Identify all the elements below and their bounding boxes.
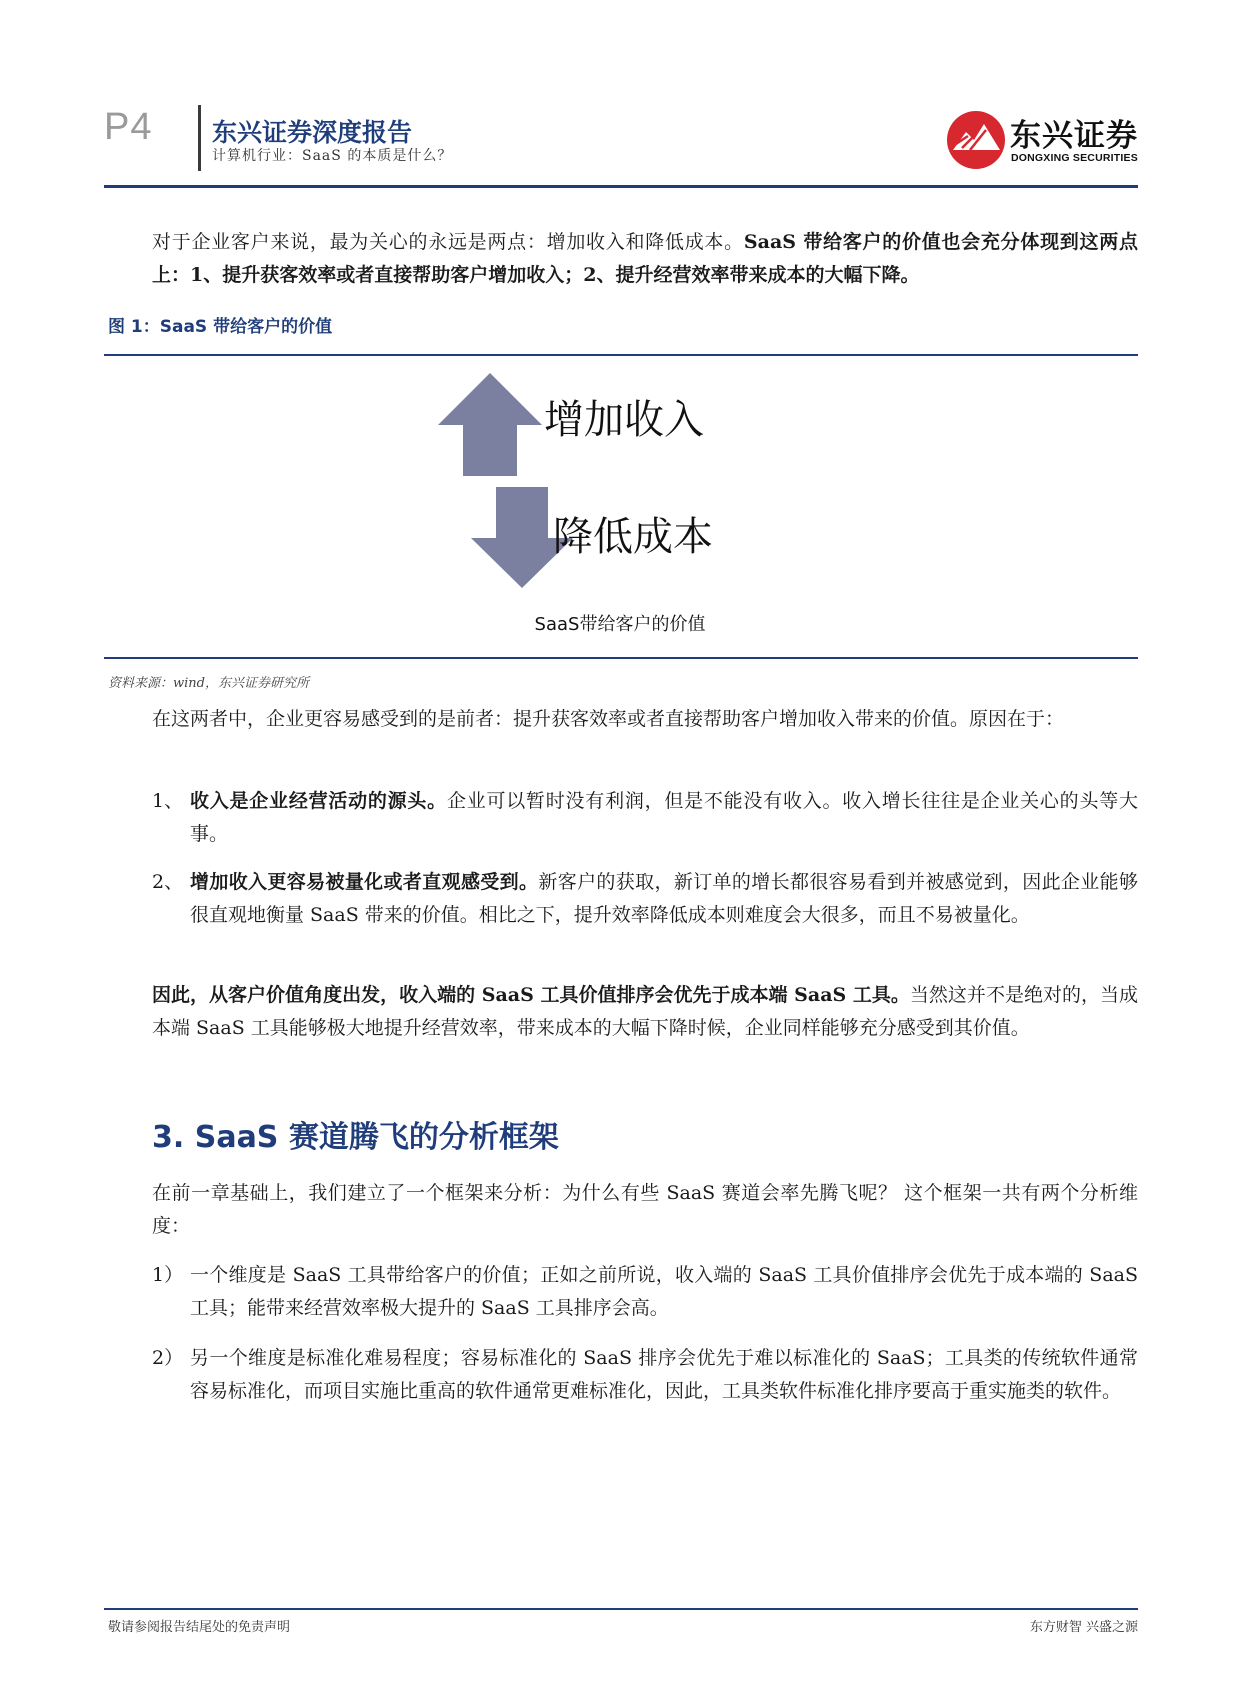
logo-text-en: DONGXING SECURITIES [1011,152,1138,164]
list-item-number: 2） [152,1347,184,1369]
conclusion-paragraph [152,979,1138,1045]
report-title: 东兴证券深度报告 [212,118,413,147]
list-item-text: 另一个维度是标准化难易程度；容易标准化的 SaaS 排序会优先于难以标准化的 SaaS；工具类的传统软件通常容易标准化，而项目实施比重高的软件通常更难标准化，因此，工具类软件标准化排序要高于重实施类的软件。 [190,1347,1138,1402]
intro-bold-text: SaaS 带给客户的价值也会充分体现到这两点上：1、提升获客效率或者直接帮助客户增加收入；2、提升经营效率带来成本的大幅下降。 [152,231,1138,286]
list-item [152,1342,1138,1408]
list-item-number: 1、 [152,790,184,812]
figure-title: 图 1：SaaS 带给客户的价值 [108,317,333,337]
report-subtitle: 计算机行业：SaaS 的本质是什么？ [212,148,453,164]
figure-source: 资料来源：wind，东兴证券研究所 [108,676,309,691]
list-item [152,1259,1138,1325]
intro-normal-text: 对于企业客户来说，最为关心的永远是两点：增加收入和降低成本。 [152,231,744,253]
list-item-bold: 增加收入更容易被量化或者直观感受到。 [190,871,539,893]
list-item-number: 2、 [152,871,184,893]
value-diagram [0,0,1240,680]
list-item [152,866,1138,932]
figure-bottom-rule [104,657,1138,659]
reduce-cost-label: 降低成本 [553,514,713,560]
conclusion-text: 当然这并不是绝对的，当成本端 SaaS 工具能够极大地提升经营效率，带来成本的大幅下降时候，企业同样能够充分感受到其价值。 [152,984,1138,1039]
list-item-bold: 收入是企业经营活动的源头。 [190,790,447,812]
section-lead: 在前一章基础上，我们建立了一个框架来分析：为什么有些 SaaS 赛道会率先腾飞呢？ 这个框架一共有两个分析维度： [152,1182,1138,1237]
analysis-lead: 在这两者中，企业更容易感受到的是前者：提升获客效率或者直接帮助客户增加收入带来的价值。原因在于： [152,708,1065,730]
list-item-text: 企业可以暂时没有利润，但是不能没有收入。收入增长往往是企业关心的头等大事。 [190,790,1138,845]
up-arrow-icon [438,373,542,476]
logo-text-cn: 东兴证券 [1010,118,1138,154]
footer-disclaimer: 敬请参阅报告结尾处的免责声明 [108,1620,291,1635]
diagram-caption: SaaS带给客户的价值 [534,614,706,635]
list-item-text: 一个维度是 SaaS 工具带给客户的价值；正如之前所说，收入端的 SaaS 工具价值排序会优先于成本端的 SaaS 工具；能带来经营效率极大提升的 SaaS 工具排序会高。 [190,1264,1138,1319]
conclusion-bold: 因此，从客户价值角度出发，收入端的 SaaS 工具价值排序会优先于成本端 SaaS 工具。 [152,984,910,1006]
list-item-number: 1） [152,1264,184,1286]
list-item-text: 新客户的获取，新订单的增长都很容易看到并被感觉到，因此企业能够很直观地衡量 SaaS 带来的价值。相比之下，提升效率降低成本则难度会大很多，而且不易被量化。 [190,871,1138,926]
section-heading: 3. SaaS 赛道腾飞的分析框架 [152,1120,559,1155]
list-item [152,785,1138,851]
increase-revenue-label: 增加收入 [544,397,704,443]
footer-slogan: 东方财智 兴盛之源 [1029,1620,1138,1635]
footer-rule [104,1608,1138,1610]
page-number: P4 [104,106,153,148]
